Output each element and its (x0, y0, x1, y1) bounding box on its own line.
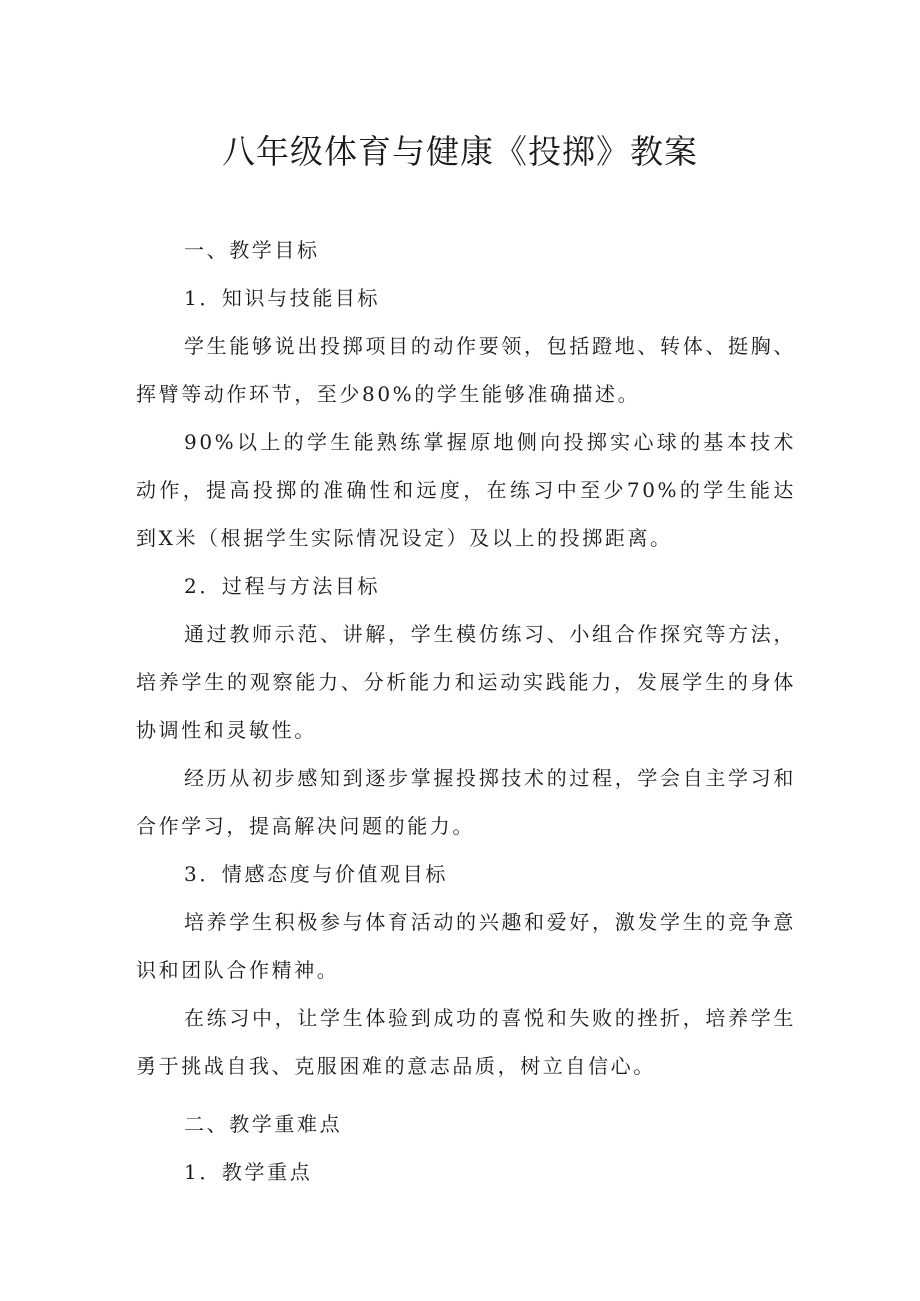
paragraph: 学生能够说出投掷项目的动作要领，包括蹬地、转体、挺胸、挥臂等动作环节，至少80%的学生能够准确描述。 (136, 334, 796, 406)
paragraph: 在练习中，让学生体验到成功的喜悦和失败的挫折，培养学生勇于挑战自我、克服困难的意志品质，树立自信心。 (136, 1006, 796, 1078)
document-title: 八年级体育与健康《投掷》教案 (222, 132, 698, 171)
subheading-emotion-value-goals: 3．情感态度与价值观目标 (184, 862, 448, 886)
paragraph: 90%以上的学生能熟练掌握原地侧向投掷实心球的基本技术动作，提高投掷的准确性和远度，在练习中至少70%的学生能达到X米（根据学生实际情况设定）及以上的投掷距离。 (136, 430, 796, 550)
paragraph: 培养学生积极参与体育活动的兴趣和爱好，激发学生的竞争意识和团队合作精神。 (136, 910, 796, 982)
section-heading-key-difficult-points: 二、教学重难点 (184, 1112, 343, 1136)
subheading-process-method-goals: 2．过程与方法目标 (184, 574, 381, 598)
section-heading-teaching-goals: 一、教学目标 (184, 238, 320, 262)
document-body (136, 226, 796, 1196)
subheading-knowledge-skill-goals: 1．知识与技能目标 (184, 286, 381, 310)
paragraph: 通过教师示范、讲解，学生模仿练习、小组合作探究等方法，培养学生的观察能力、分析能力和运动实践能力，发展学生的身体协调性和灵敏性。 (136, 622, 796, 742)
paragraph: 经历从初步感知到逐步掌握投掷技术的过程，学会自主学习和合作学习，提高解决问题的能力。 (136, 766, 796, 838)
subheading-teaching-focus: 1．教学重点 (184, 1160, 313, 1184)
